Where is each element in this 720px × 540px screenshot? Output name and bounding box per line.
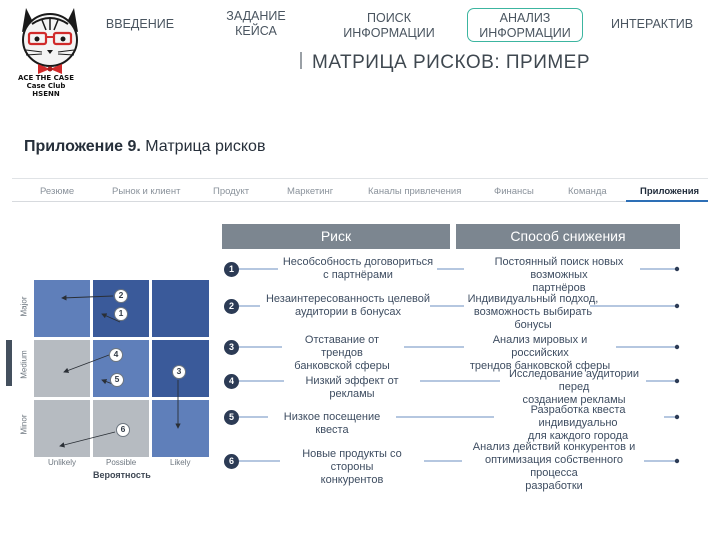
x-label-unlikely: Unlikely [48,458,77,467]
x-label-possible: Possible [106,458,137,467]
y-label-minor: Minor [19,414,29,435]
doc-tab-team[interactable]: Команда [568,186,607,197]
matrix-marker-3: 3 [172,365,186,379]
nav-info-analysis[interactable]: АНАЛИЗ ИНФОРМАЦИИ [467,8,583,42]
y-label-medium: Medium [19,350,29,379]
risk-text-1: Несобсобность договориться с партнёрами [282,256,434,281]
club-name-line1: ACE THE CASE [17,74,74,82]
mitigation-text-1: Постоянный поиск новых возможных партнёров [494,256,624,294]
doc-title-text: Матрица рисков [145,138,266,155]
risk-number-3: 3 [224,340,239,355]
doc-title-number: Приложение 9. [24,138,141,155]
y-label-major: Major [19,296,29,317]
mitigation-text-3: Анализ мировых и российских трендов банковской сферы [469,334,611,372]
nav-interactive[interactable]: ИНТЕРАКТИВ [610,17,694,31]
risk-header: Риск [222,224,450,249]
matrix-marker-5: 5 [110,373,124,387]
doc-tab-channels[interactable]: Каналы привлечения [368,186,462,197]
risk-number-4: 4 [224,374,239,389]
doc-tab-finance[interactable]: Финансы [494,186,534,197]
doc-tab-appendix[interactable]: Приложения [640,186,700,197]
doc-tab-marketing[interactable]: Маркетинг [287,186,334,197]
risk-number-6: 6 [224,454,239,469]
risk-text-6: Новые продукты со стороны конкурентов [302,448,402,486]
mitigation-text-5: Разработка квеста индивидуально для каждого города [527,404,629,442]
nav-case-task[interactable]: ЗАДАНИЕ КЕЙСА [226,9,286,38]
page-title-text: МАТРИЦА РИСКОВ: ПРИМЕР [312,52,591,73]
risk-number-5: 5 [224,410,239,425]
risk-text-2: Незаинтересованность целевой аудитории в бонусах [265,293,431,318]
doc-tab-market[interactable]: Рынок и клиент [112,186,181,197]
nav-info-search[interactable]: ПОИСК ИНФОРМАЦИИ [343,11,435,40]
x-label-likely: Likely [170,458,191,467]
risk-text-4: Низкий эффект от рекламы [305,375,399,400]
risk-number-1: 1 [224,262,239,277]
matrix-marker-4: 4 [109,348,123,362]
matrix-marker-6: 6 [116,423,130,437]
nav-intro[interactable]: ВВЕДЕНИЕ [105,17,175,31]
doc-tab-summary[interactable]: Резюме [40,186,75,197]
club-name-line3: HSENN [32,90,60,98]
mitigation-header: Способ снижения [456,224,680,249]
risk-number-2: 2 [224,299,239,314]
doc-tab-product[interactable]: Продукт [213,186,250,197]
x-axis-title: Вероятность [93,470,151,480]
mitigation-text-6: Анализ действий конкурентов и оптимизация собственного процесса разработки [472,441,636,492]
club-name-line2: Case Club [26,82,66,90]
matrix-marker-1: 1 [114,307,128,321]
risk-text-3: Отставание от трендов банковской сферы [294,334,390,372]
matrix-marker-2: 2 [114,289,128,303]
mitigation-text-4: Исследование аудитории перед созданием рекламы [508,368,640,406]
risk-text-5: Низкое посещение квеста [283,411,381,436]
mitigation-text-2: Индивидуальный подход, возможность выбирать бонусы [467,293,599,331]
